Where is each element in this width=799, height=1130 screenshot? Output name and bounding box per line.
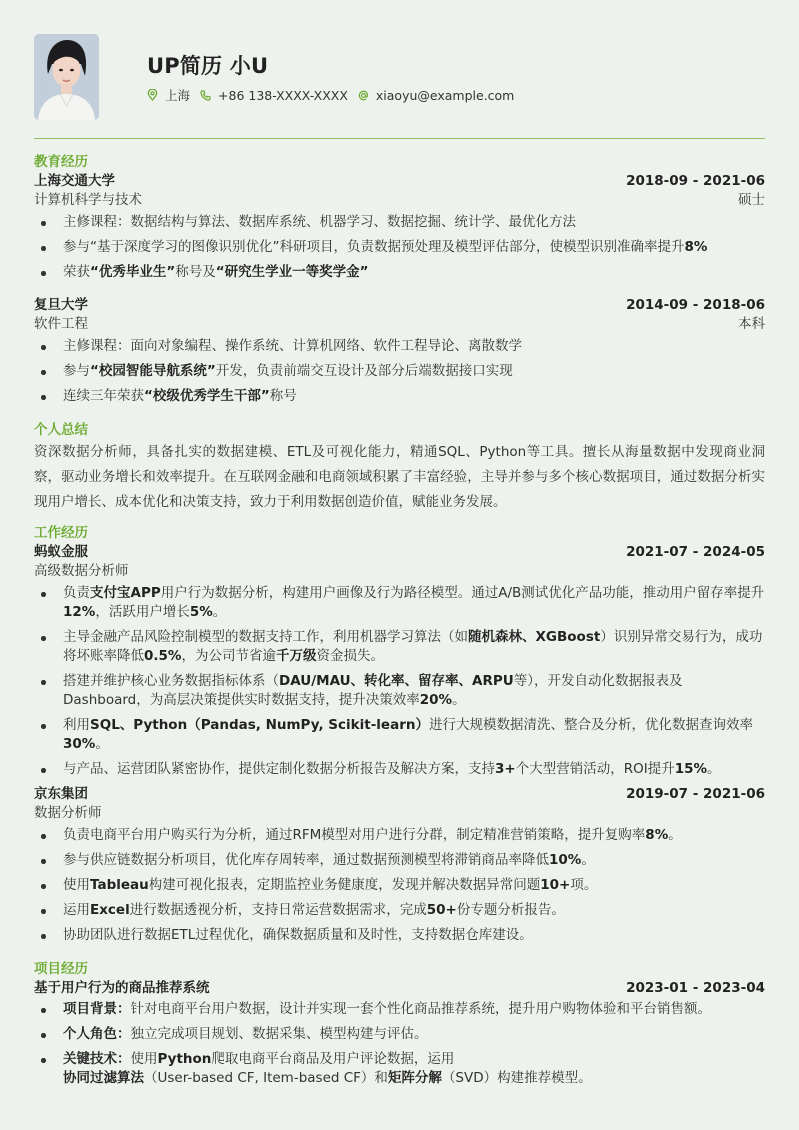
contact-email[interactable] — [358, 88, 514, 103]
phone-text: +86 138-XXXX-XXXX — [218, 87, 348, 103]
bullet-item: 连续三年荣获“校级优秀学生干部”称号 — [34, 387, 765, 406]
candidate-name: UP简历 小U — [147, 54, 269, 78]
bullet-item: 主修课程：数据结构与算法、数据库系统、机器学习、数据挖掘、统计学、最优化方法 — [34, 213, 765, 232]
project-name: 基于用户行为的商品推荐系统 — [34, 980, 210, 996]
work-entry — [34, 543, 765, 779]
projects-section — [34, 959, 765, 1088]
project-entry — [34, 979, 765, 1088]
contact-location — [147, 86, 190, 104]
summary-section — [34, 420, 765, 515]
bullet-item: 关键技术：使用Python爬取电商平台商品及用户评论数据，运用 协同过滤算法（User-based CF, Item-based CF）和矩阵分解（SVD）构建推荐模型。 — [34, 1050, 765, 1088]
bullet-item: 参与“校园智能导航系统”开发，负责前端交互设计及部分后端数据接口实现 — [34, 362, 765, 381]
work-section — [34, 523, 765, 945]
education-entry — [34, 296, 765, 406]
header-info — [147, 52, 524, 104]
company-name: 京东集团 — [34, 786, 88, 802]
section-title-education: 教育经历 — [34, 154, 88, 170]
company-name: 蚂蚁金服 — [34, 544, 88, 560]
education-entry — [34, 172, 765, 282]
bullet-item: 运用Excel进行数据透视分析，支持日常运营数据需求，完成50+份专题分析报告。 — [34, 901, 765, 920]
summary-text: 资深数据分析师，具备扎实的数据建模、ETL及可视化能力，精通SQL、Python等工具。擅长从海量数据中发现商业洞察，驱动业务增长和效率提升。在互联网金融和电商领域积累了丰富经验，主导并参与多个核心数据项目，通过数据分析实现用户增长、成本优化和决策支持，致力于利用数据创造价值，赋能业务发展。 — [34, 444, 765, 510]
bullet-item: 使用Tableau构建可视化报表，定期监控业务健康度，发现并解决数据异常问题10+项。 — [34, 876, 765, 895]
bullet-item: 项目背景：针对电商平台用户数据，设计并实现一套个性化商品推荐系统，提升用户购物体验和平台销售额。 — [34, 1000, 765, 1019]
school-name: 复旦大学 — [34, 297, 88, 313]
bullet-item: 个人角色：独立完成项目规划、数据采集、模型构建与评估。 — [34, 1025, 765, 1044]
bullet-list — [34, 584, 765, 779]
phone-icon — [200, 90, 211, 101]
major: 软件工程 — [34, 316, 88, 332]
degree: 硕士 — [738, 192, 765, 208]
section-title-projects: 项目经历 — [34, 961, 88, 977]
contact-row — [147, 86, 524, 104]
entry-dates: 2018-09 - 2021-06 — [626, 173, 765, 189]
bullet-item: 参与“基于深度学习的图像识别优化”科研项目，负责数据预处理及模型评估部分，使模型识别准确率提升8% — [34, 238, 765, 257]
bullet-item: 负责支付宝APP用户行为数据分析，构建用户画像及行为路径模型。通过A/B测试优化产品功能，推动用户留存率提升12%，活跃用户增长5%。 — [34, 584, 765, 622]
bullet-item: 主修课程：面向对象编程、操作系统、计算机网络、软件工程导论、离散数学 — [34, 337, 765, 356]
bullet-item: 参与供应链数据分析项目，优化库存周转率，通过数据预测模型将滞销商品率降低10%。 — [34, 851, 765, 870]
header-divider — [34, 138, 765, 139]
contact-phone[interactable] — [200, 88, 348, 103]
bullet-item: 搭建并维护核心业务数据指标体系（DAU/MAU、转化率、留存率、ARPU等），开发自动化数据报表及Dashboard，为高层决策提供实时数据支持，提升决策效率20%。 — [34, 672, 765, 710]
bullet-list — [34, 213, 765, 282]
bullet-item: 协助团队进行数据ETL过程优化，确保数据质量和及时性，支持数据仓库建设。 — [34, 926, 765, 945]
entry-dates: 2014-09 - 2018-06 — [626, 297, 765, 313]
bullet-list — [34, 826, 765, 945]
job-title: 数据分析师 — [34, 805, 102, 821]
section-title-work: 工作经历 — [34, 525, 88, 541]
bullet-list — [34, 1000, 765, 1088]
bullet-item: 荣获“优秀毕业生”称号及“研究生学业一等奖学金” — [34, 263, 765, 282]
resume-header — [34, 34, 524, 120]
bullet-item: 主导金融产品风险控制模型的数据支持工作，利用机器学习算法（如随机森林、XGBoost）识别异常交易行为，成功将坏账率降低0.5%，为公司节省逾千万级资金损失。 — [34, 628, 765, 666]
location-text: 上海 — [165, 88, 191, 103]
email-text: xiaoyu@example.com — [375, 87, 515, 103]
bullet-item: 利用SQL、Python（Pandas, NumPy, Scikit-learn）进行大规模数据清洗、整合及分析，优化数据查询效率30%。 — [34, 716, 765, 754]
profile-photo — [34, 34, 99, 120]
education-section — [34, 152, 765, 406]
bullet-list — [34, 337, 765, 406]
school-name: 上海交通大学 — [34, 173, 115, 189]
bullet-item: 负责电商平台用户购买行为分析，通过RFM模型对用户进行分群，制定精准营销策略，提升复购率8%。 — [34, 826, 765, 845]
entry-dates: 2019-07 - 2021-06 — [626, 786, 765, 802]
section-title-summary: 个人总结 — [34, 422, 88, 438]
work-entry — [34, 785, 765, 945]
at-icon — [358, 90, 369, 101]
bullet-item: 与产品、运营团队紧密协作，提供定制化数据分析报告及解决方案，支持3+个大型营销活动，ROI提升15%。 — [34, 760, 765, 779]
map-pin-icon — [147, 90, 158, 101]
entry-dates: 2021-07 - 2024-05 — [626, 544, 765, 560]
job-title: 高级数据分析师 — [34, 563, 129, 579]
entry-dates: 2023-01 - 2023-04 — [626, 980, 765, 996]
major: 计算机科学与技术 — [34, 192, 142, 208]
portrait-icon — [34, 34, 99, 120]
degree: 本科 — [738, 316, 765, 332]
resume-content — [34, 152, 765, 1094]
